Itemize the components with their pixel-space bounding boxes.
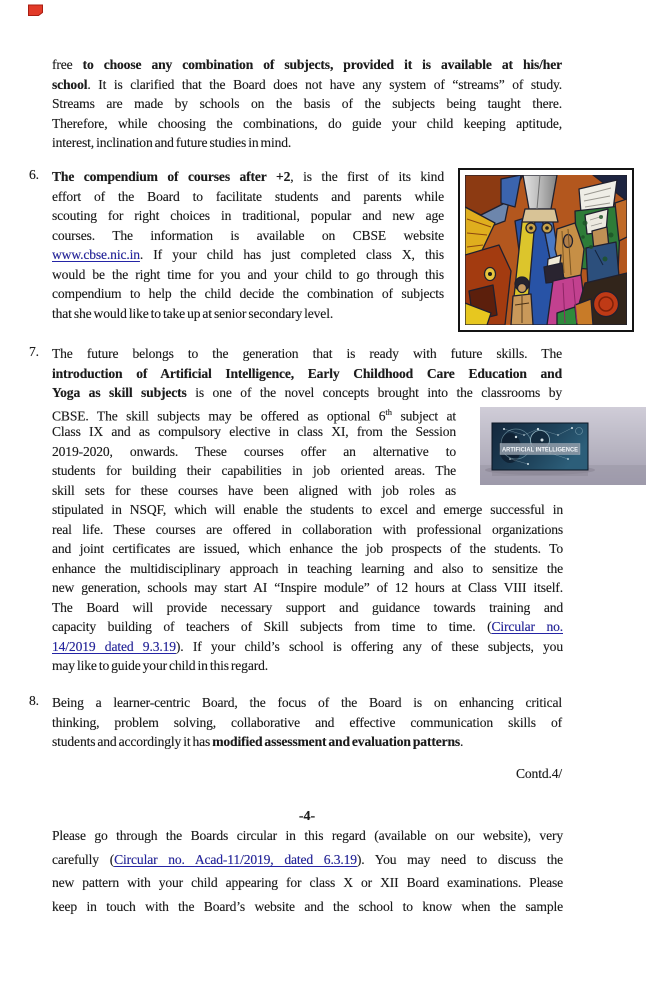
list-number-8: 8. xyxy=(29,693,39,708)
text-run: capacity building of teachers of Skill subjects from time to time. ( xyxy=(52,619,492,634)
intro-paragraph xyxy=(52,55,562,153)
list-number-7: 7. xyxy=(29,344,39,359)
text-line xyxy=(52,55,562,75)
text-line xyxy=(52,245,444,265)
bold-text: school xyxy=(52,76,88,92)
text-run: and joint certificates are issued, which enhance the job prospects of the students. To xyxy=(52,541,563,556)
page4-paragraph xyxy=(52,824,563,919)
text-run: Streams are made by schools on the basis of the subjects being taught there. xyxy=(52,96,562,111)
bold-text: to choose any combination of subjects, provided it is available at his/her xyxy=(82,57,562,72)
text-line xyxy=(52,461,456,481)
text-run: The future belongs to the generation that is ready with future skills. The xyxy=(52,346,562,361)
text-run: Being a learner-centric Board, the focus of the Board is on enhancing critical xyxy=(52,695,562,710)
text-run: ). If your child’s school is offering any of these subjects, you xyxy=(175,638,563,654)
text-run: Therefore, while choosing the combinations, do guide your child keeping aptitude, xyxy=(52,115,562,131)
text-run: skill sets for these courses have been aligned with job roles as xyxy=(52,482,456,498)
text-run: subject at xyxy=(392,408,456,424)
item8-paragraph xyxy=(52,693,562,752)
text-run: carefully ( xyxy=(52,851,115,867)
text-line xyxy=(52,578,563,598)
text-line xyxy=(52,364,562,384)
text-run: interest, inclination and future studies in mind. xyxy=(52,135,292,150)
text-line xyxy=(52,481,456,501)
text-line xyxy=(52,167,444,187)
text-line xyxy=(52,637,563,657)
item6-paragraph xyxy=(52,167,444,323)
text-run: enhance the multidisciplinary approach in teaching learning and also to sensitize the xyxy=(52,560,563,576)
text-run: ). You may need to discuss the xyxy=(356,851,563,867)
text-line xyxy=(52,304,444,324)
text-line xyxy=(52,656,563,676)
text-line xyxy=(52,824,563,848)
text-run: free xyxy=(52,57,83,72)
text-run: that she would like to take up at senior secondary level. xyxy=(52,305,334,321)
text-line xyxy=(52,559,563,579)
text-line xyxy=(52,442,456,462)
doc-link[interactable]: www.cbse.nic.in xyxy=(52,247,140,262)
text-line xyxy=(52,539,563,559)
text-run: courses. The information is available on CBSE website xyxy=(52,227,444,243)
doc-link[interactable]: 14/2019 dated 9.3.19 xyxy=(52,638,176,654)
text-run: . xyxy=(460,734,464,749)
text-run: Please go through the Boards circular in this regard (available on our website), very xyxy=(52,828,563,843)
text-line xyxy=(52,206,444,226)
item7-paragraph-full-bottom xyxy=(52,500,563,676)
text-line xyxy=(52,284,444,304)
text-line xyxy=(52,75,562,95)
compendium-artwork-image xyxy=(458,168,634,332)
list-number-6: 6. xyxy=(29,167,39,182)
text-run: CBSE. The skill subjects may be offered as optional 6 xyxy=(52,408,386,424)
text-run: real life. These courses are offered in collaboration with professional organizations xyxy=(52,521,563,537)
superscript-text: th xyxy=(385,406,393,417)
text-run: students and accordingly it has xyxy=(52,734,213,749)
bold-text: modified assessment and evaluation patterns xyxy=(212,734,461,749)
artificial-intelligence-image xyxy=(480,407,646,485)
ai-slide-graphic xyxy=(480,407,646,485)
text-run: . It is clarified that the Board does not have any system of “streams” of study. xyxy=(87,76,562,92)
text-run: . If your child has just completed class X, this xyxy=(139,247,444,262)
text-run: Class IX and as compulsory elective in class XI, from the Session xyxy=(52,424,456,439)
text-line xyxy=(52,713,562,733)
page-number: -4- xyxy=(298,809,316,824)
text-line xyxy=(52,403,456,423)
text-line xyxy=(52,598,563,618)
text-run: is one of the novel concepts brought into the classrooms by xyxy=(186,385,562,400)
text-line xyxy=(52,895,563,919)
text-line xyxy=(52,520,563,540)
text-line xyxy=(52,344,562,364)
text-line xyxy=(52,732,562,752)
ai-slide-label: ARTIFICIAL INTELLIGENCE xyxy=(502,446,579,454)
text-line xyxy=(52,693,562,713)
continuation-mark: Contd.4/ xyxy=(515,766,562,781)
item7-paragraph-full-top xyxy=(52,344,562,403)
text-run: scouting for right choices in traditional, popular and new age xyxy=(52,208,444,223)
text-run: keep in touch with the Board’s website and the school to know when the sample xyxy=(52,899,563,915)
bold-text: The compendium of courses after +2 xyxy=(52,169,291,184)
text-run: , is the first of its kind xyxy=(290,169,444,184)
text-line xyxy=(52,500,563,520)
bold-text: Yoga as skill subjects xyxy=(52,385,187,400)
doc-link[interactable]: Circular no. xyxy=(491,619,563,634)
text-line xyxy=(52,226,444,246)
text-line xyxy=(52,133,562,153)
text-run: stipulated in NSQF, which will enable the students to excel and emerge successful in xyxy=(52,502,563,517)
text-line xyxy=(52,383,562,403)
text-line xyxy=(52,871,563,895)
doc-link[interactable]: Circular no. Acad-11/2019, dated 6.3.19 xyxy=(114,851,357,867)
text-run: 2019-2020, onwards. These courses offer an alternative to xyxy=(52,443,456,459)
text-line xyxy=(52,848,563,872)
item7-paragraph-narrow xyxy=(52,403,456,501)
bold-text: introduction of Artificial Intelligence, Early Childhood Care Education and xyxy=(52,365,562,381)
text-run: The Board will provide necessary support and guidance towards training and xyxy=(52,599,563,615)
cubist-painting-graphic xyxy=(465,175,627,325)
text-run: students for building their capabilities in job oriented areas. The xyxy=(52,463,456,478)
text-run: thinking, problem solving, collaborative and effective communication skills of xyxy=(52,714,562,730)
text-run: would be the right time for you and your child to go through this xyxy=(52,266,444,282)
text-run: may like to guide your child in this regard. xyxy=(52,658,268,673)
text-line xyxy=(52,187,444,207)
text-line xyxy=(52,617,563,637)
text-run: effort of the Board to facilitate students and parents while xyxy=(52,188,444,204)
text-run: compendium to help the child decide the combination of subjects xyxy=(52,286,444,301)
text-line xyxy=(52,422,456,442)
text-run: new generation, schools may start AI “Inspire module” of 12 hours at Class VIII itself. xyxy=(52,580,563,595)
text-run: new pattern with your child appearing for class X or XII Board examinations. Please xyxy=(52,875,563,891)
text-line xyxy=(52,265,444,285)
annotation-mark-icon xyxy=(27,4,44,17)
text-line xyxy=(52,114,562,134)
text-line xyxy=(52,94,562,114)
